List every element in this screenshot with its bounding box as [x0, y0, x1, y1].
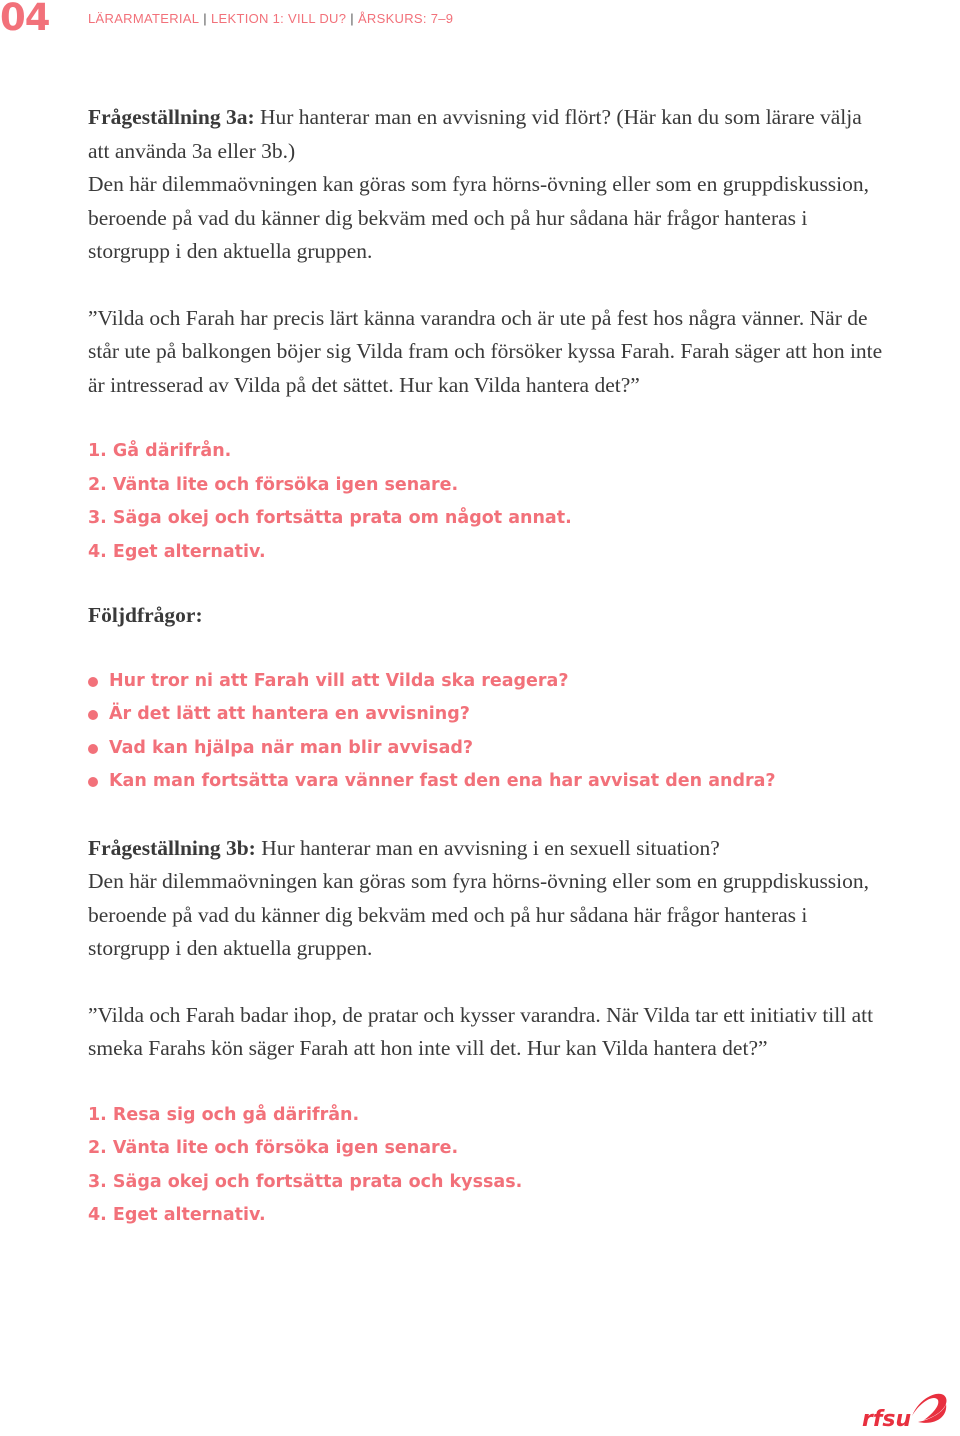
- option-item: 4. Eget alternativ.: [88, 1205, 266, 1225]
- section-3b-question: [88, 832, 888, 866]
- followup-item: Är det lätt att hantera en avvisning?: [88, 698, 888, 732]
- main-content: [88, 101, 888, 1233]
- breadcrumb-grade: ÅRSKURS: 7–9: [357, 11, 454, 26]
- bullet-dot-icon: [88, 777, 98, 787]
- svg-text:rfsu: rfsu: [862, 1407, 912, 1432]
- option-item: 2. Vänta lite och försöka igen senare.: [88, 474, 459, 495]
- section-3b-scenario: ”Vilda och Farah badar ihop, de pratar och kysser varandra. När Vilda tar ett initiativ till att smeka Farahs kön säger Farah att hon inte vill det. Hur kan Vilda hantera det?”: [88, 1002, 874, 1060]
- followup-item: Hur tror ni att Farah vill att Vilda ska reagera?: [88, 665, 888, 699]
- option-item: 3. Säga okej och fortsätta prata och kyssas.: [88, 1171, 523, 1192]
- section-3a-scenario: ”Vilda och Farah har precis lärt känna varandra och är ute på fest hos några vänner. När de står ute på balkongen böjer sig Vilda fram och försöker kyssa Farah. Farah säger att hon inte är intresserad av Vilda på det sättet. Hur kan Vilda hantera det?”: [88, 305, 883, 397]
- breadcrumb-material: LÄRARMATERIAL: [88, 11, 200, 26]
- option-item: 3. Säga okej och fortsätta prata om något annat.: [88, 508, 572, 528]
- section-3a-question: [88, 101, 888, 168]
- section-3b-label: Frågeställning 3b:: [88, 835, 256, 860]
- followup-heading: Följdfrågor:: [88, 603, 203, 627]
- bullet-dot-icon: [88, 710, 98, 720]
- breadcrumb: LÄRARMATERIAL | LEKTION 1: VILL DU? | ÅRSKURS: 7–9: [88, 11, 454, 26]
- followup-list: [88, 665, 888, 799]
- section-3a-label: Frågeställning 3a:: [88, 105, 255, 129]
- option-item: 1. Gå därifrån.: [88, 441, 232, 461]
- bullet-dot-icon: [88, 744, 98, 754]
- option-item: 2. Vänta lite och försöka igen senare.: [88, 1138, 459, 1158]
- bullet-dot-icon: [88, 677, 98, 687]
- section-3b-options: [88, 1099, 888, 1233]
- section-3a-options: [88, 435, 888, 569]
- section-3b-intro: Den här dilemmaövningen kan göras som fyra hörns-övning eller som en gruppdiskussion, beroende på vad du känner dig bekväm med och på hur sådana här frågor hanteras i storgrupp i den aktuella gruppen.: [88, 869, 870, 960]
- breadcrumb-lesson: LEKTION 1: VILL DU?: [210, 11, 347, 26]
- section-3a-question-text: Hur hanterar man en avvisning vid flört? (Här kan du som lärare välja att använda 3a eller 3b.): [88, 105, 862, 163]
- followup-item: Vad kan hjälpa när man blir avvisad?: [88, 732, 888, 766]
- page-header: [0, 0, 960, 40]
- page-number: 04: [0, 0, 50, 39]
- followup-item: Kan man fortsätta vara vänner fast den ena har avvisat den andra?: [88, 765, 888, 799]
- section-3b-question-text: Hur hanterar man en avvisning i en sexuell situation?: [261, 835, 720, 860]
- rfsu-logo: [860, 1386, 950, 1432]
- option-item: 4. Eget alternativ.: [88, 541, 266, 562]
- option-item: 1. Resa sig och gå därifrån.: [88, 1104, 360, 1125]
- section-3a-intro: Den här dilemmaövningen kan göras som fyra hörns-övning eller som en gruppdiskussion, beroende på vad du känner dig bekväm med och på hur sådana här frågor hanteras i storgrupp i den aktuella gruppen.: [88, 172, 870, 263]
